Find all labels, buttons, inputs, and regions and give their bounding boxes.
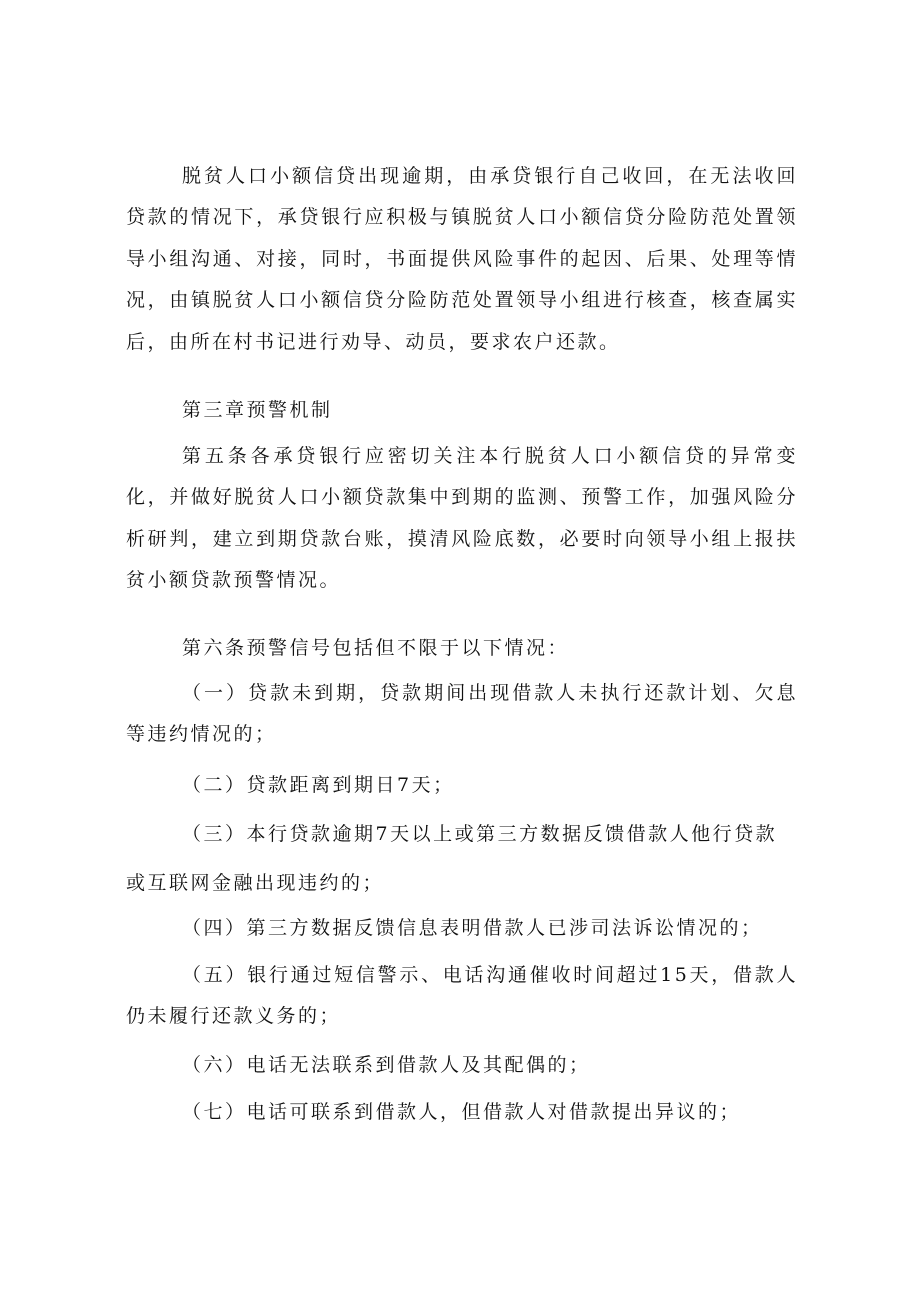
list-item-7: （七）电话可联系到借款人，但借款人对借款提出异议的； — [182, 1101, 742, 1123]
list-item-1: （一）贷款未到期，贷款期间出现借款人未执行还款计划、欠息等违约情况的； — [126, 682, 798, 746]
chapter-heading: 第三章预警机制 — [182, 399, 333, 421]
list-item-2: （二）贷款距离到期日7天； — [182, 774, 455, 796]
list-item-5: （五）银行通过短信警示、电话沟通催收时间超过15天，借款人仍未履行还款义务的； — [126, 964, 798, 1028]
list-item-3: （三）本行贷款逾期7天以上或第三方数据反馈借款人他行贷款 — [182, 823, 778, 845]
list-item-4: （四）第三方数据反馈信息表明借款人已涉司法诉讼情况的； — [182, 917, 763, 939]
list-item-6: （六）电话无法联系到借款人及其配偶的； — [182, 1054, 591, 1076]
list-item-3-continued: 或互联网金融出现违约的； — [126, 872, 385, 894]
paragraph-overdue-recovery: 脱贫人口小额信贷出现逾期，由承贷银行自己收回，在无法收回贷款的情况下，承贷银行应积极与镇脱贫人口小额信贷分险防范处置领导小组沟通、对接，同时，书面提供风险事件的起因、后果、处理等情况，由镇脱贫人口小额信贷分险防范处置领导小组进行核查，核查属实后，由所在村书记进行劝导、动员，要求农户还款。 — [126, 165, 798, 353]
paragraph-article-6: 第六条预警信号包括但不限于以下情况： — [182, 637, 570, 659]
paragraph-article-5: 第五条各承贷银行应密切关注本行脱贫人口小额信贷的异常变化，并做好脱贫人口小额贷款集中到期的监测、预警工作，加强风险分析研判，建立到期贷款台账，摸清风险底数，必要时向领导小组上报扶贫小额贷款预警情况。 — [126, 445, 798, 592]
